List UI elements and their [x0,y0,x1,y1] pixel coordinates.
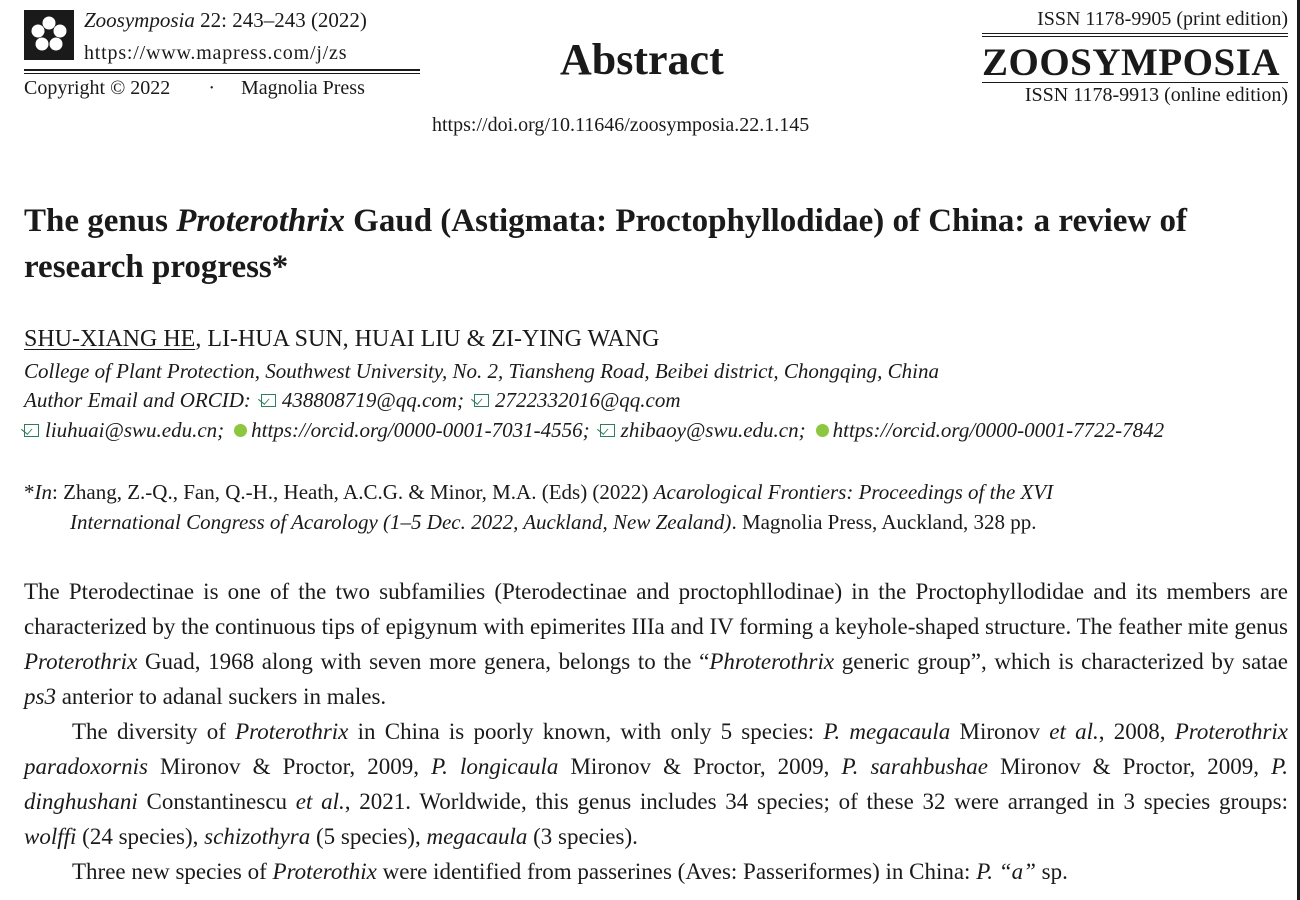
author-list [24,326,659,353]
publisher-name: Magnolia Press [240,77,365,99]
title-genus: Proterothrix [176,203,345,239]
journal-url-link[interactable]: https://www.mapress.com/j/zs [84,42,348,64]
paragraph: The Pterodectinae is one of the two subfamilies (Pterodectinae and proctophllodinae) in the Proctophyllodidae and its members are characterized by the continuous tips of epigynum with epimerites IIIa and IV forming a keyhole-shaped structure. The feather mite genus Proterothrix Guad, 1968 along with seven more genera, belongs to the “Phroterothrix generic group”, which is characterized by satae ps3 anterior to adanal suckers in males. [24,579,1288,709]
brand-rule-bottom [982,82,1288,83]
book-title-part-2: International Congress of Acarology (1–5 Dec. 2022, Auckland, New Zealand) [70,510,732,534]
contact-row-2 [24,418,1164,443]
email-link[interactable]: zhibaoy@swu.edu.cn; [620,418,806,442]
reference-line-1 [24,477,1288,507]
first-author-link[interactable]: SHU-XIANG HE [24,326,196,352]
journal-volume-pages: 22: 243–243 (2022) [194,8,367,32]
separator-dot: · [208,77,215,99]
doi-link[interactable]: https://doi.org/10.11646/zoosymposia.22.1.145 [432,114,810,136]
section-heading: Abstract [560,35,724,84]
issn-print: ISSN 1178-9905 (print edition) [1037,8,1288,30]
email-icon [474,394,489,407]
title-text-1: The genus [24,203,177,239]
orcid-icon [816,424,829,437]
email-link[interactable]: 2722332016@qq.com [494,388,681,412]
contact-row-1 [24,388,681,413]
paragraph: Three new species of Proterothix were identified from passerines (Aves: Passeriformes) in China: P. “a” sp. [72,859,1068,884]
journal-name: Zoosymposia [84,8,195,32]
orcid-link[interactable]: https://orcid.org/0000-0001-7031-4556; [251,418,590,442]
copyright-text: Copyright © 2022 [24,77,171,99]
footnote-marker: * [24,480,35,504]
journal-logo [24,10,74,60]
orcid-icon [234,424,247,437]
header-rule [24,69,420,71]
orcid-link[interactable]: https://orcid.org/0000-0001-7722-7842 [832,418,1165,442]
email-icon [600,424,615,437]
book-title-part-1: Acarological Frontiers: Proceedings of the XVI [653,480,1054,504]
journal-citation [84,8,367,33]
proceedings-reference [24,477,1288,537]
other-authors: , LI-HUA SUN, HUAI LIU & ZI-YING WANG [195,326,660,352]
brand-rule-top-2 [982,36,1288,37]
contact-label: Author Email and ORCID: [24,388,251,412]
email-link[interactable]: 438808719@qq.com; [281,388,464,412]
brand-rule-top [982,33,1288,34]
reference-line-2 [24,507,1288,537]
email-icon [261,394,276,407]
issn-online: ISSN 1178-9913 (online edition) [1024,84,1288,106]
abstract-body [24,574,1288,889]
flower-logo-icon [28,14,70,56]
title-text-2: Gaud (Astigmata: Proctophyllodidae) of China: a review of research progress* [24,203,1188,285]
reference-editors: : Zhang, Z.-Q., Fan, Q.-H., Heath, A.C.G. & Minor, M.A. (Eds) (2022) [52,480,654,504]
paragraph: The diversity of Proterothrix in China is poorly known, with only 5 species: P. megacaula Mironov et al., 2008, Proterothrix paradoxornis Mironov & Proctor, 2009, P. longicaula Mironov & Proctor, 2009, P. sarahbushae Mironov & Proctor, 2009, P. dinghushani Constantinescu et al., 2021. Worldwide, this genus includes 34 species; of these 32 were arranged in 3 species groups: wolffi (24 species), schizothyra (5 species), megacaula (3 species). [24,719,1289,849]
email-icon [24,424,39,437]
header-rule-thin [24,73,420,74]
in-word: In [34,480,52,504]
article-title [24,198,1294,290]
email-link[interactable]: liuhuai@swu.edu.cn; [45,418,225,442]
reference-publisher: . Magnolia Press, Auckland, 328 pp. [731,510,1037,534]
journal-brand: ZOOSYMPOSIA [982,41,1281,84]
affiliation: College of Plant Protection, Southwest University, No. 2, Tiansheng Road, Beibei district, Chongqing, China [24,359,940,383]
copyright-line [24,77,365,100]
